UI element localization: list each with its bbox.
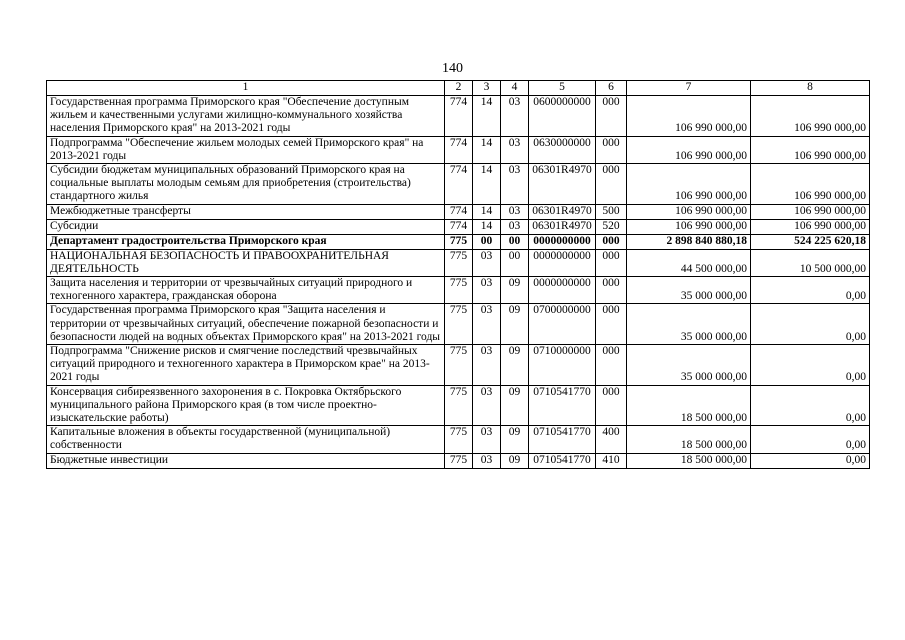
row-admin-code-cell: 775: [445, 234, 473, 249]
table-row: [47, 234, 870, 249]
column-header-6: 6: [596, 81, 627, 96]
row-admin-code-cell: 775: [445, 249, 473, 276]
row-amount-col7-cell: 2 898 840 880,18: [627, 234, 751, 249]
row-name-cell: Субсидии: [47, 219, 445, 234]
row-subsection-cell: 09: [501, 453, 529, 468]
row-target-article-cell: 06301R4970: [529, 204, 596, 219]
table-row: [47, 426, 870, 453]
column-header-3: 3: [473, 81, 501, 96]
column-header-4: 4: [501, 81, 529, 96]
row-expense-type-cell: 000: [596, 345, 627, 386]
row-name-cell: Межбюджетные трансферты: [47, 204, 445, 219]
row-target-article-cell: 0710541770: [529, 453, 596, 468]
row-subsection-cell: 00: [501, 249, 529, 276]
column-header-8: 8: [751, 81, 870, 96]
row-target-article-cell: 0600000000: [529, 96, 596, 137]
row-amount-col7-cell: 35 000 000,00: [627, 345, 751, 386]
row-amount-col7-cell: 106 990 000,00: [627, 204, 751, 219]
row-admin-code-cell: 775: [445, 426, 473, 453]
row-subsection-cell: 09: [501, 385, 529, 426]
row-admin-code-cell: 774: [445, 219, 473, 234]
row-admin-code-cell: 775: [445, 453, 473, 468]
row-target-article-cell: 0710541770: [529, 426, 596, 453]
row-amount-col8-cell: 0,00: [751, 385, 870, 426]
row-amount-col7-cell: 35 000 000,00: [627, 277, 751, 304]
row-subsection-cell: 03: [501, 164, 529, 205]
row-amount-col8-cell: 106 990 000,00: [751, 164, 870, 205]
row-amount-col8-cell: 106 990 000,00: [751, 219, 870, 234]
row-target-article-cell: 0000000000: [529, 277, 596, 304]
row-amount-col7-cell: 18 500 000,00: [627, 426, 751, 453]
row-name-cell: Защита населения и территории от чрезвычайных ситуаций природного и техногенного характера, гражданская оборона: [47, 277, 445, 304]
row-section-cell: 14: [473, 204, 501, 219]
row-name-cell: Субсидии бюджетам муниципальных образований Приморского края на социальные выплаты молодым семьям для приобретения (строительства) стандартного жилья: [47, 164, 445, 205]
row-expense-type-cell: 000: [596, 96, 627, 137]
row-amount-col7-cell: 106 990 000,00: [627, 136, 751, 163]
table-row: [47, 304, 870, 345]
row-expense-type-cell: 000: [596, 277, 627, 304]
row-subsection-cell: 09: [501, 304, 529, 345]
row-section-cell: 03: [473, 453, 501, 468]
row-name-cell: Подпрограмма "Снижение рисков и смягчение последствий чрезвычайных ситуаций природного и техногенного характера в Приморском крае" на 2013-2021 годы: [47, 345, 445, 386]
row-section-cell: 14: [473, 219, 501, 234]
row-amount-col8-cell: 0,00: [751, 304, 870, 345]
row-amount-col7-cell: 18 500 000,00: [627, 453, 751, 468]
table-row: [47, 219, 870, 234]
row-amount-col8-cell: 0,00: [751, 277, 870, 304]
row-admin-code-cell: 774: [445, 164, 473, 205]
table-header-row: [47, 81, 870, 96]
row-target-article-cell: 0710000000: [529, 345, 596, 386]
row-amount-col7-cell: 18 500 000,00: [627, 385, 751, 426]
row-subsection-cell: 03: [501, 136, 529, 163]
row-admin-code-cell: 775: [445, 304, 473, 345]
row-expense-type-cell: 520: [596, 219, 627, 234]
table-row: [47, 453, 870, 468]
row-amount-col8-cell: 0,00: [751, 453, 870, 468]
row-target-article-cell: 06301R4970: [529, 164, 596, 205]
budget-table: [46, 80, 870, 469]
row-subsection-cell: 09: [501, 345, 529, 386]
row-admin-code-cell: 775: [445, 385, 473, 426]
row-name-cell: НАЦИОНАЛЬНАЯ БЕЗОПАСНОСТЬ И ПРАВООХРАНИТЕЛЬНАЯ ДЕЯТЕЛЬНОСТЬ: [47, 249, 445, 276]
table-row: [47, 164, 870, 205]
table-row: [47, 345, 870, 386]
row-section-cell: 03: [473, 385, 501, 426]
row-expense-type-cell: 410: [596, 453, 627, 468]
row-section-cell: 00: [473, 234, 501, 249]
row-name-cell: Департамент градостроительства Приморского края: [47, 234, 445, 249]
row-expense-type-cell: 400: [596, 426, 627, 453]
row-section-cell: 03: [473, 426, 501, 453]
row-amount-col8-cell: 106 990 000,00: [751, 96, 870, 137]
row-amount-col7-cell: 35 000 000,00: [627, 304, 751, 345]
column-header-7: 7: [627, 81, 751, 96]
row-name-cell: Подпрограмма "Обеспечение жильем молодых семей Приморского края" на 2013-2021 годы: [47, 136, 445, 163]
row-subsection-cell: 09: [501, 426, 529, 453]
row-admin-code-cell: 774: [445, 136, 473, 163]
row-amount-col8-cell: 524 225 620,18: [751, 234, 870, 249]
row-subsection-cell: 03: [501, 204, 529, 219]
row-amount-col7-cell: 44 500 000,00: [627, 249, 751, 276]
row-name-cell: Государственная программа Приморского края "Обеспечение доступным жильем и качественными услугами жилищно-коммунального хозяйства населения Приморского края" на 2013-2021 годы: [47, 96, 445, 137]
row-section-cell: 03: [473, 304, 501, 345]
row-subsection-cell: 09: [501, 277, 529, 304]
table-row: [47, 385, 870, 426]
row-section-cell: 14: [473, 136, 501, 163]
row-amount-col7-cell: 106 990 000,00: [627, 164, 751, 205]
row-expense-type-cell: 000: [596, 234, 627, 249]
row-amount-col7-cell: 106 990 000,00: [627, 96, 751, 137]
table-row: [47, 249, 870, 276]
row-amount-col8-cell: 10 500 000,00: [751, 249, 870, 276]
row-expense-type-cell: 000: [596, 304, 627, 345]
table-row: [47, 204, 870, 219]
row-amount-col7-cell: 106 990 000,00: [627, 219, 751, 234]
row-target-article-cell: 0700000000: [529, 304, 596, 345]
row-expense-type-cell: 500: [596, 204, 627, 219]
row-section-cell: 14: [473, 164, 501, 205]
column-header-5: 5: [529, 81, 596, 96]
table-row: [47, 96, 870, 137]
row-target-article-cell: 0000000000: [529, 234, 596, 249]
table-row: [47, 277, 870, 304]
row-subsection-cell: 03: [501, 219, 529, 234]
row-admin-code-cell: 774: [445, 96, 473, 137]
row-amount-col8-cell: 106 990 000,00: [751, 204, 870, 219]
row-expense-type-cell: 000: [596, 249, 627, 276]
row-name-cell: Государственная программа Приморского края "Защита населения и территории от чрезвычайных ситуаций, обеспечение пожарной безопасности и безопасности людей на водных объектах Приморского края" на 2013-2021 годы: [47, 304, 445, 345]
row-amount-col8-cell: 106 990 000,00: [751, 136, 870, 163]
row-expense-type-cell: 000: [596, 385, 627, 426]
row-amount-col8-cell: 0,00: [751, 426, 870, 453]
row-admin-code-cell: 775: [445, 345, 473, 386]
column-header-2: 2: [445, 81, 473, 96]
row-target-article-cell: 0000000000: [529, 249, 596, 276]
row-target-article-cell: 06301R4970: [529, 219, 596, 234]
row-subsection-cell: 03: [501, 96, 529, 137]
row-admin-code-cell: 774: [445, 204, 473, 219]
row-target-article-cell: 0630000000: [529, 136, 596, 163]
row-section-cell: 14: [473, 96, 501, 137]
row-section-cell: 03: [473, 277, 501, 304]
table-row: [47, 136, 870, 163]
row-section-cell: 03: [473, 345, 501, 386]
row-expense-type-cell: 000: [596, 136, 627, 163]
row-section-cell: 03: [473, 249, 501, 276]
row-target-article-cell: 0710541770: [529, 385, 596, 426]
row-amount-col8-cell: 0,00: [751, 345, 870, 386]
row-admin-code-cell: 775: [445, 277, 473, 304]
row-name-cell: Капитальные вложения в объекты государственной (муниципальной) собственности: [47, 426, 445, 453]
row-subsection-cell: 00: [501, 234, 529, 249]
row-name-cell: Бюджетные инвестиции: [47, 453, 445, 468]
column-header-1: 1: [47, 81, 445, 96]
row-name-cell: Консервация сибиреязвенного захоронения в с. Покровка Октябрьского муниципального района Приморского края (в том числе проектно-изыскательские работы): [47, 385, 445, 426]
page-number: 140: [442, 61, 463, 76]
row-expense-type-cell: 000: [596, 164, 627, 205]
